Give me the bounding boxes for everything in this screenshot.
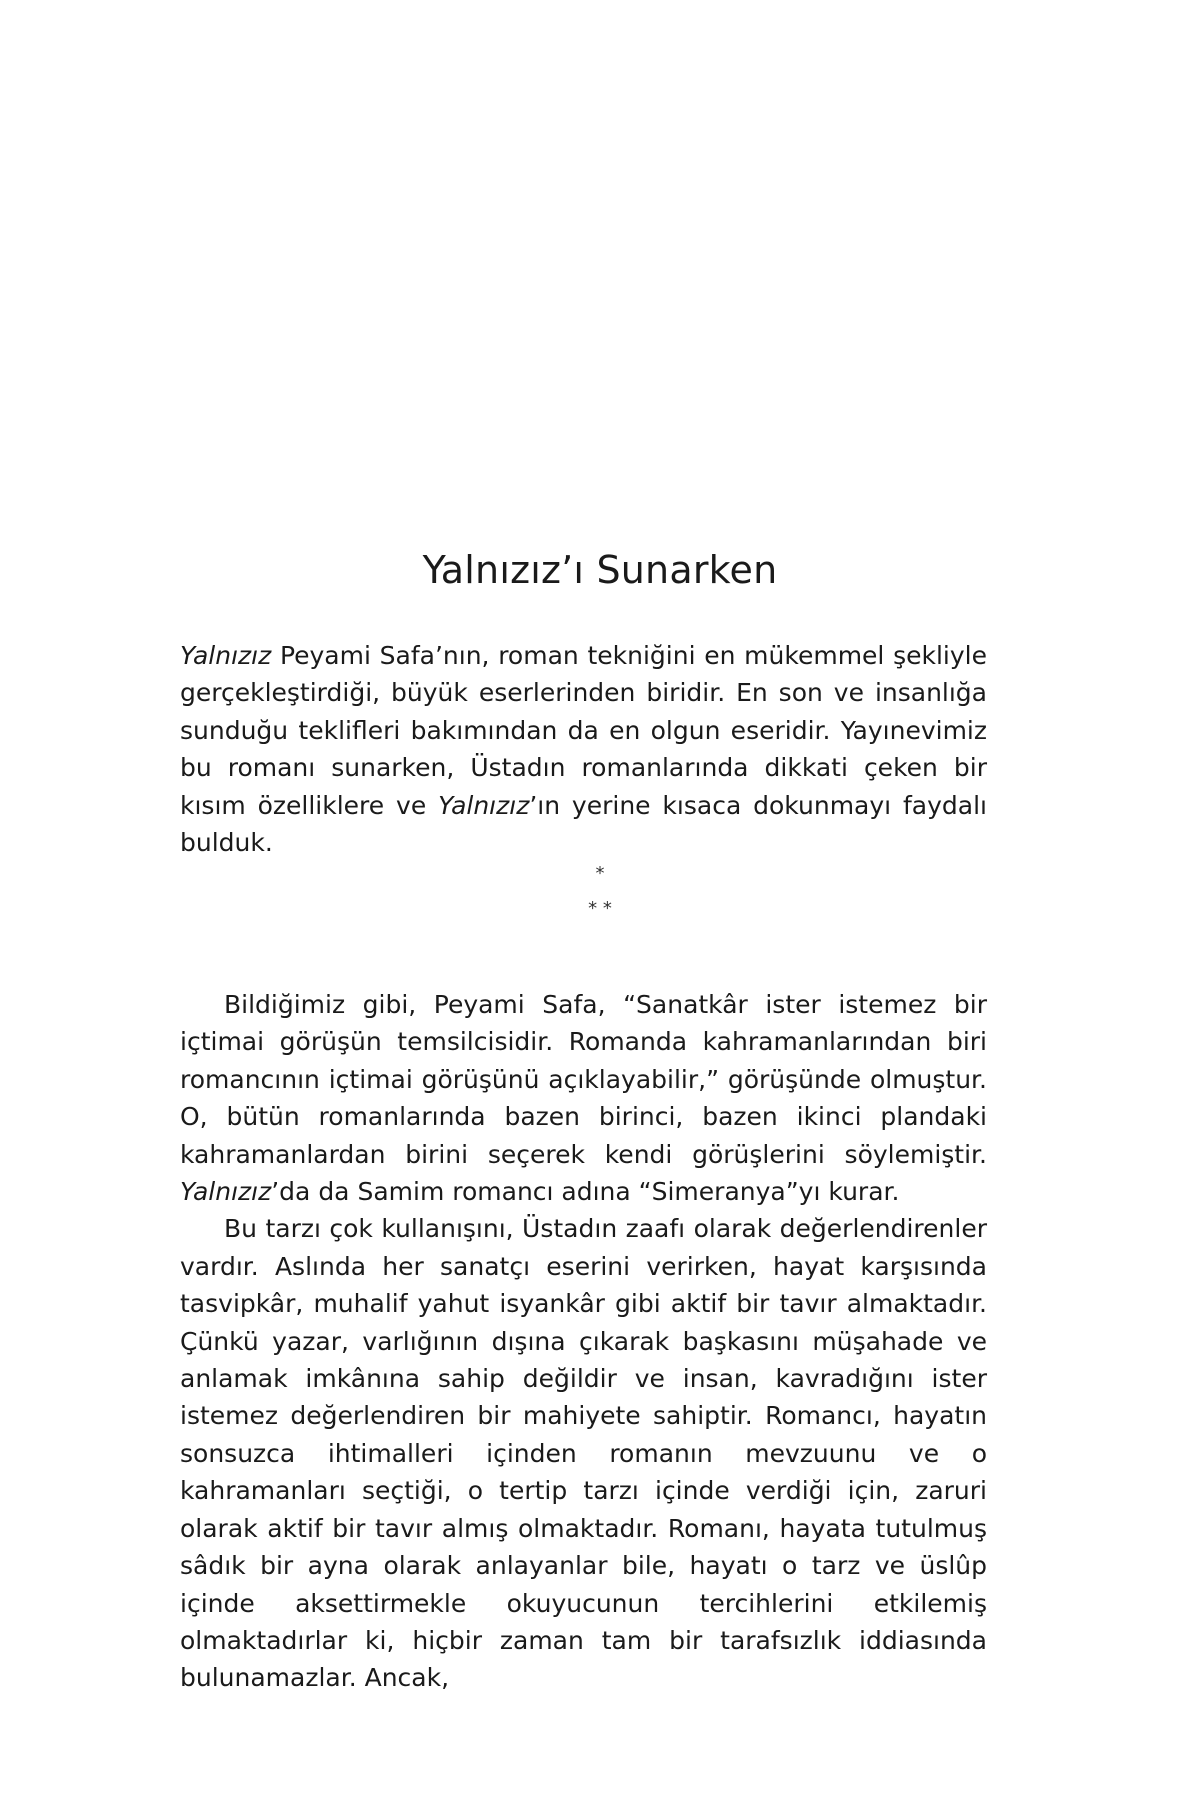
divider-asterisk-top: * [595, 863, 605, 884]
body-paragraph-2: Bu tarzı çok kullanışını, Üstadın zaafı olarak değerlendirenler vardır. Aslında her sanatçı eserini verirken, hayat karşısında tasvipkâr, muhalif yahut isyankâr gibi aktif bir tavır almaktadır. Çünkü yazar, varlığının dışına çıkarak başkasını müşahade ve anlamak imkânına sahip değildir ve insan, kavradığını ister istemez değerlendiren bir mahiyete sahiptir. Romancı, hayatın sonsuzca ihtimalleri içinden romanın mevzuunu ve o kahramanları seçtiği, o tertip tarzı içinde verdiği için, zaruri olarak aktif bir tavır almış olmaktadır. Romanı, hayata tutulmuş sâdık bir ayna olarak anlayanlar bile, hayatı o tarz ve üslûp içinde aksettirmekle okuyucunun tercihlerini etkilemiş olmaktadırlar ki, hiçbir zaman tam bir tarafsızlık iddiasında bulunamazlar. Ancak, [180, 1214, 987, 1693]
intro-text-part1: Peyami Safa’nın, roman tekniğini en mükemmel şekliyle gerçekleştirdiği, büyük eserlerinden biridir. En son ve insanlığa sunduğu teklifleri bakımından da en olgun eseridir. Yayınevimiz bu romanı sunarken, Üstadın romanlarında dikkati çeken bir kısım özelliklere ve [180, 641, 987, 820]
intro-paragraph [180, 637, 987, 861]
book-title-italic: Yalnızız [180, 1177, 272, 1207]
divider-asterisks-bottom: * * [588, 898, 612, 919]
intro-section [180, 637, 987, 861]
body-section [180, 986, 987, 1697]
paragraph-1-text-part1: Bildiğimiz gibi, Peyami Safa, “Sanatkâr ister istemez bir içtimai görüşün temsilcisidir. Romanda kahramanlarından biri romancının içtimai görüşünü açıklayabilir,” görüşünde olmuştur. O, bütün romanlarında bazen birinci, bazen ikinci plandaki kahramanlardan birini seçerek kendi görüşlerini söylemiştir. [180, 990, 987, 1169]
paragraph-1-text-part2: ’da da Samim romancı adına “Simeranya”yı kurar. [271, 1177, 900, 1207]
book-title-italic: Yalnızız [180, 641, 272, 670]
section-divider [0, 856, 1200, 926]
book-title-italic: Yalnızız [438, 790, 530, 820]
intro-text-part2: ’ın yerine kısaca dokunmayı faydalı bulduk. [180, 790, 987, 858]
chapter-title: Yalnızız’ı Sunarken [422, 548, 778, 592]
body-paragraph-1 [180, 986, 987, 1210]
